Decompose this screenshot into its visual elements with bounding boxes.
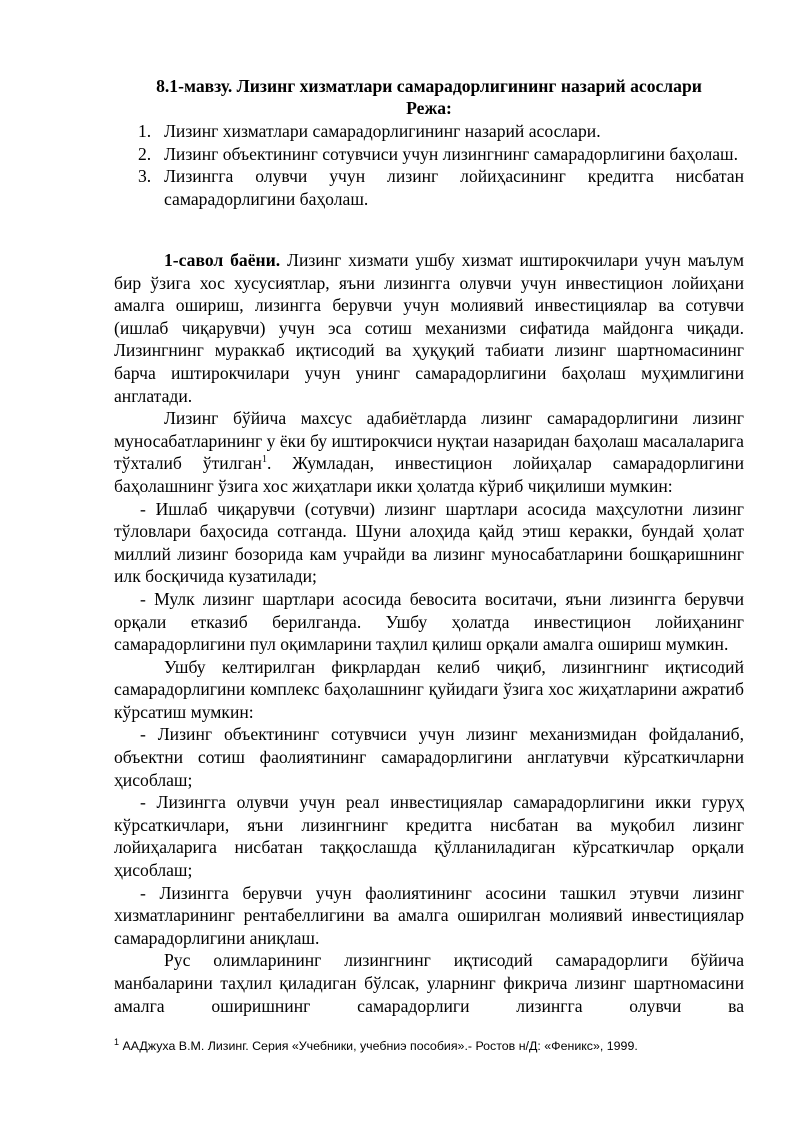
dash-item: - Мулк лизинг шартлари асосида бевосита воситачи, яъни лизингга берувчи орқали етказиб берилганда. Ушбу ҳолатда инвестицион лойиҳанинг самарадорлигини пул оқимларини таҳлил қилиш орқали амалга ошириш мумкин.	[114, 588, 744, 655]
paragraph-literature	[114, 407, 744, 497]
plan-item-text: Лизингга олувчи учун лизинг лойиҳасининг кредитга нисбатан самарадорлигини баҳолаш.	[164, 166, 744, 209]
page-title: 8.1-мавзу. Лизинг хизматлари самарадорлигининг назарий асослари	[156, 76, 702, 96]
plan-heading: Режа:	[406, 98, 452, 118]
plan-item	[138, 143, 744, 166]
dash-item: - Лизингга берувчи учун фаолиятининг асосини ташкил этувчи лизинг хизматларининг рентабеллигини ва амалга оширилган молиявий инвестициялар самарадорлигини аниқлаш.	[114, 882, 744, 948]
plan-item	[138, 120, 744, 143]
plan-list	[138, 120, 744, 210]
dash-item: - Лизингга олувчи учун реал инвестициялар самарадорлигини икки гуруҳ кўрсаткичлари, яъни лизингнинг кредитга нисбатан ва муқобил лизинг лойиҳаларига нисбатан таққослашда қўлланиладиган кўрсаткичлар орқали ҳисоблаш;	[114, 792, 744, 881]
plan-item-number: 2.	[138, 143, 152, 164]
footnote-text: ААДжуха В.М. Лизинг. Серия «Учебники, учебниэ пособия».- Ростов н/Д: «Феникс», 1999.	[119, 1039, 638, 1053]
paragraph-text: Лизинг хизмати ушбу хизмат иштирокчилари учун маълум бир ўзига хос хусусиятлар, яъни лизингга олувчи учун инвестицион лойиҳани амалга ошириш, лизингга берувчи учун молиявий инвестициялар ва сотувчи (ишлаб чиқарувчи) учун эса сотиш механизми сифатида майдонга чиқади. Лизингнинг мураккаб иқтисодий ва ҳуқуқий табиати лизинг шартномасининг барча иштирокчилари учун унинг самарадорлигини баҳолаш муҳимлигини англатади.	[114, 250, 744, 406]
dash-item: - Лизинг объектининг сотувчиси учун лизинг механизмидан фойдаланиб, объектни сотиш фаолиятининг самарадорлигини англатувчи кўрсаткичларни ҳисоблаш;	[114, 724, 744, 790]
plan-item-text: Лизинг хизматлари самарадорлигининг назарий асослари.	[164, 121, 601, 141]
paragraph-aspects: Ушбу келтирилган фикрлардан келиб чиқиб, лизингнинг иқтисодий самарадорлигини комплекс баҳолашнинг қуйидаги ўзига хос жиҳатларини ажратиб кўрсатиш мумкин:	[114, 656, 744, 722]
paragraph-text: . Жумладан, инвестицион лойиҳалар самарадорлигини баҳолашнинг ўзига хос жиҳатлари икки ҳолатда кўриб чиқилиши мумкин:	[114, 453, 744, 496]
question-1-lead: 1-савол баёни.	[164, 250, 281, 270]
dash-item: - Ишлаб чиқарувчи (сотувчи) лизинг шартлари асосида маҳсулотни лизинг тўловлари баҳосида сотганда. Шуни алоҳида қайд этиш керакки, бундай ҳолат миллий лизинг бозорида кам учрайди ва лизинг муносабатларини бошқаришнинг илк босқичида кузатилади;	[114, 498, 744, 587]
plan-item-number: 1.	[138, 121, 152, 141]
footnote	[114, 1038, 744, 1054]
plan-item-number: 3.	[138, 166, 152, 187]
footnote-mark: 1	[114, 1036, 120, 1047]
paragraph-question-1	[114, 249, 744, 407]
footnote-reference[interactable]: 1	[261, 454, 267, 466]
plan-item-text: Лизинг объектининг сотувчиси учун лизингнинг самарадорлигини баҳолаш.	[164, 143, 738, 164]
plan-item	[138, 165, 744, 210]
paragraph-russian-scholars: Рус олимларининг лизингнинг иқтисодий самарадорлиги бўйича манбаларини таҳлил қиладиган бўлсак, уларнинг фикрича лизинг шартномасини амалга оширишнинг самарадорлиги лизингга олувчи ва	[114, 950, 744, 1016]
paragraph-text: Лизинг бўйича махсус адабиётларда лизинг самарадорлигини лизинг муносабатларининг у ёки бу иштирокчиси нуқтаи назаридан баҳолаш масалаларига тўхталиб ўтилган	[114, 408, 744, 474]
document-body	[114, 249, 744, 1017]
